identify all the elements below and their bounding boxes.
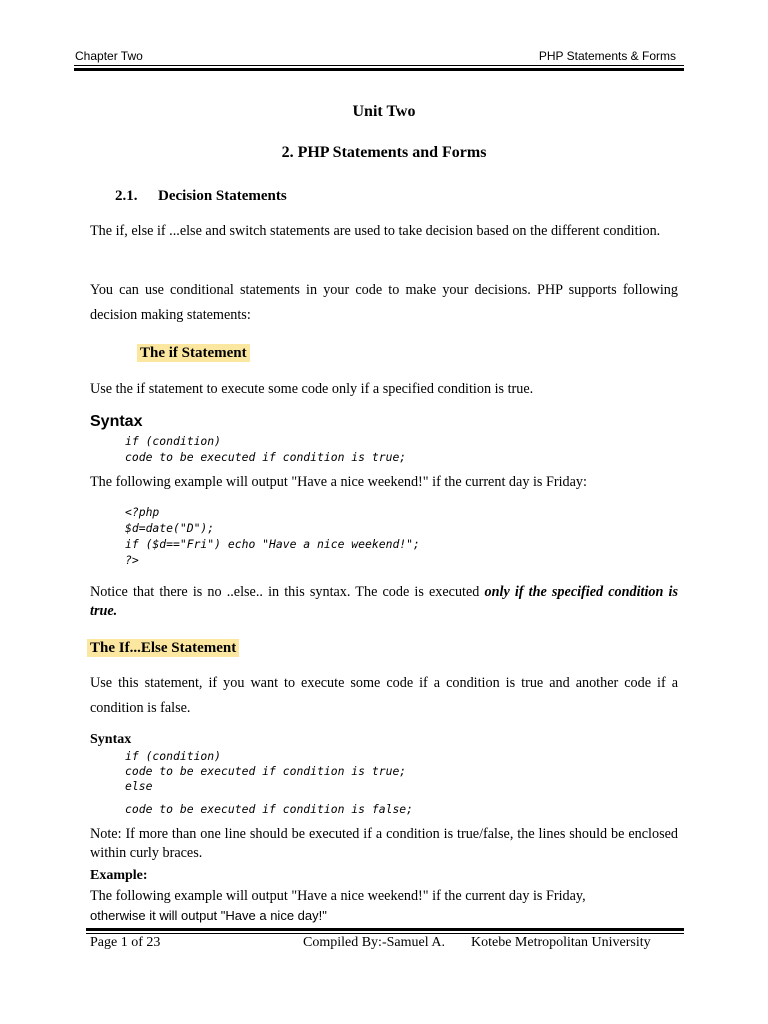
- if-notice: [90, 583, 678, 621]
- if-syntax-line-1: if (condition): [125, 434, 222, 448]
- if-code-line-1: <?php: [125, 505, 160, 519]
- if-description: Use the if statement to execute some code only if a specified condition is true.: [90, 381, 534, 397]
- header-chapter: Chapter Two: [75, 49, 143, 63]
- if-else-syntax-line-2: code to be executed if condition is true;: [125, 764, 407, 778]
- footer-university: Kotebe Metropolitan University: [471, 935, 651, 950]
- intro-paragraph-1: The if, else if ...else and switch statements are used to take decision based on the different condition.: [90, 223, 661, 239]
- footer-rule-thick: [86, 928, 684, 931]
- if-code-line-4: ?>: [125, 553, 139, 567]
- if-example-intro: The following example will output "Have a nice weekend!" if the current day is Friday:: [90, 474, 587, 490]
- if-code-line-2: $d=date("D");: [125, 521, 215, 535]
- if-else-note: [90, 825, 678, 863]
- intro-paragraph-2: You can use conditional statements in your code to make your decisions. PHP supports following decision making statements:: [90, 282, 678, 323]
- if-syntax-line-2: code to be executed if condition is true;: [125, 450, 407, 464]
- if-else-syntax-line-1: if (condition): [125, 749, 222, 763]
- example-line-2: otherwise it will output "Have a nice day!": [90, 908, 327, 923]
- if-statement-heading: The if Statement: [137, 344, 250, 362]
- unit-title: Unit Two: [352, 103, 416, 120]
- header-rule-thick: [74, 68, 684, 71]
- section-title: Decision Statements: [158, 188, 287, 204]
- if-syntax-label: Syntax: [90, 413, 143, 430]
- header-rule: [74, 65, 684, 66]
- section-number: 2.1.: [115, 188, 138, 204]
- if-else-description: Use this statement, if you want to execute some code if a condition is true and another code if a condition is false.: [90, 675, 678, 716]
- if-else-syntax-line-4: code to be executed if condition is false;: [125, 802, 414, 816]
- example-label: Example:: [90, 868, 148, 883]
- if-else-syntax-line-3: else: [125, 779, 153, 793]
- if-notice-text: Notice that there is no ..else.. in this syntax. The code is executed: [90, 584, 485, 600]
- if-notice-emphasis: only if the specified condition is true.: [90, 584, 679, 619]
- example-line-1: The following example will output "Have a nice weekend!" if the current day is Friday,: [90, 888, 586, 904]
- footer-compiled-by: Compiled By:-Samuel A.: [303, 935, 445, 950]
- if-else-syntax-label: Syntax: [90, 732, 132, 747]
- if-code-line-3: if ($d=="Fri") echo "Have a nice weekend!";: [125, 537, 420, 551]
- header-topic: PHP Statements & Forms: [538, 49, 676, 63]
- chapter-title: 2. PHP Statements and Forms: [281, 144, 487, 161]
- note-label: Note:: [90, 826, 122, 842]
- note-text: If more than one line should be executed if a condition is true/false, the lines should be enclosed within curly braces.: [90, 826, 678, 861]
- if-else-heading: The If...Else Statement: [87, 639, 239, 657]
- footer-rule: [86, 933, 684, 934]
- footer-page-number: Page 1 of 23: [90, 935, 161, 950]
